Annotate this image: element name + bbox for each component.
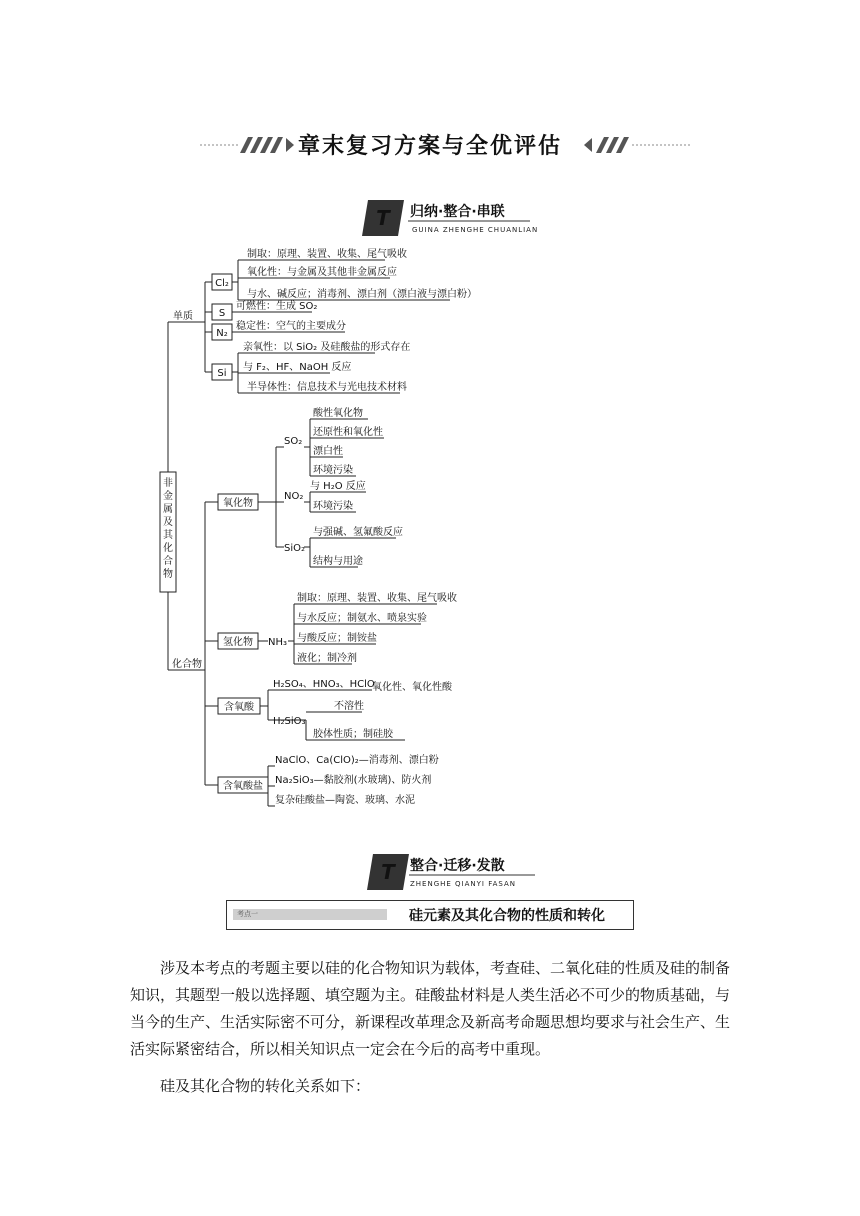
topic-heading [226, 900, 634, 930]
section-banner-summary [360, 196, 540, 240]
nh3-item: 与水反应；制氨水、喷泉实验 [297, 613, 427, 624]
node-n2: N₂ [216, 328, 228, 339]
node-si: Si [217, 368, 227, 379]
banner-summary-title: 归纳·整合·串联 [410, 204, 505, 220]
so2-item: 酸性氧化物 [313, 408, 363, 419]
acid-strong-prop: 氧化性、氧化性酸 [372, 682, 452, 693]
topic-title: 硅元素及其化合物的性质和转化 [409, 908, 605, 924]
so2-item: 环境污染 [313, 465, 353, 476]
si-item: 与 F₂、HF、NaOH 反应 [243, 362, 352, 373]
node-cl2: Cl₂ [215, 278, 229, 289]
svg-text:T: T [376, 206, 390, 230]
banner-integration-title: 整合·迁移·发散 [410, 858, 505, 874]
topic-tag: 考点一 [233, 909, 387, 920]
chapter-header [0, 120, 860, 170]
node-oxyacid: 含氧酸 [224, 702, 254, 713]
sio2-item: 与强碱、氢氟酸反应 [313, 527, 403, 538]
mindmap-root: 非金属及其化合物 [163, 478, 173, 580]
h2sio3-item: 胶体性质；制硅胶 [313, 729, 393, 740]
mind-map [0, 240, 860, 815]
svg-text:T: T [381, 860, 395, 884]
so2-item: 漂白性 [313, 446, 343, 457]
sio2-item: 结构与用途 [313, 556, 363, 567]
h2sio3-item: 不溶性 [334, 701, 364, 712]
nh3-item: 与酸反应；制铵盐 [297, 633, 377, 644]
node-hydride: 氢化物 [223, 637, 253, 648]
no2-item: 与 H₂O 反应 [310, 481, 366, 492]
acid-strong: H₂SO₄、HNO₃、HClO [273, 679, 375, 690]
si-item: 亲氧性：以 SiO₂ 及硅酸盐的形式存在 [243, 342, 411, 353]
node-oxide: 氧化物 [223, 498, 253, 509]
nh3-item: 液化；制冷剂 [297, 653, 357, 664]
s-item: 可燃性：生成 SO₂ [236, 301, 318, 312]
salt-item: NaClO、Ca(ClO)₂—消毒剂、漂白粉 [275, 755, 439, 766]
so2-item: 还原性和氧化性 [313, 427, 383, 438]
section-banner-integration [365, 850, 545, 894]
n2-item: 稳定性：空气的主要成分 [236, 321, 346, 332]
transition-paragraph: 硅及其化合物的转化关系如下： [160, 1077, 371, 1095]
intro-paragraph: 涉及本考点的考题主要以硅的化合物知识为载体，考查硅、二氧化硅的性质及硅的制备知识，其题型一般以选择题、填空题为主。硅酸盐材料是人类生活必不可少的物质基础，与当今的生产、生活实际密不可分，新课程改革理念及新高考命题思想均要求与社会生产、生活实际紧密结合，所以相关知识点一定会在今后的高考中重现。 [130, 959, 731, 1058]
node-sio2: SiO₂ [284, 543, 306, 554]
node-so2: SO₂ [284, 436, 303, 447]
nh3-item: 制取：原理、装置、收集、尾气吸收 [297, 593, 457, 604]
node-h2sio3: H₂SiO₃ [273, 716, 306, 727]
banner-integration-pinyin: ZHENGHE QIANYI FASAN [410, 880, 516, 888]
branch-compounds: 化合物 [172, 659, 202, 670]
node-nh3: NH₃ [268, 637, 288, 648]
cl2-item: 与水、碱反应；消毒剂、漂白剂（漂白液与漂白粉） [247, 289, 477, 300]
salt-item: 复杂硅酸盐—陶瓷、玻璃、水泥 [275, 795, 415, 806]
salt-item: Na₂SiO₃—黏胶剂(水玻璃)、防火剂 [275, 775, 432, 786]
branch-elements: 单质 [173, 311, 193, 322]
no2-item: 环境污染 [313, 501, 353, 512]
chapter-title: 章末复习方案与全优评估 [297, 133, 563, 159]
banner-summary-pinyin: GUINA ZHENGHE CHUANLIAN [412, 226, 539, 234]
node-oxysalt: 含氧酸盐 [223, 781, 263, 792]
cl2-item: 制取：原理、装置、收集、尾气吸收 [247, 249, 407, 260]
node-no2: NO₂ [284, 491, 304, 502]
node-s: S [218, 308, 226, 319]
cl2-item: 氧化性：与金属及其他非金属反应 [247, 267, 397, 278]
si-item: 半导体性：信息技术与光电技术材料 [247, 382, 407, 393]
